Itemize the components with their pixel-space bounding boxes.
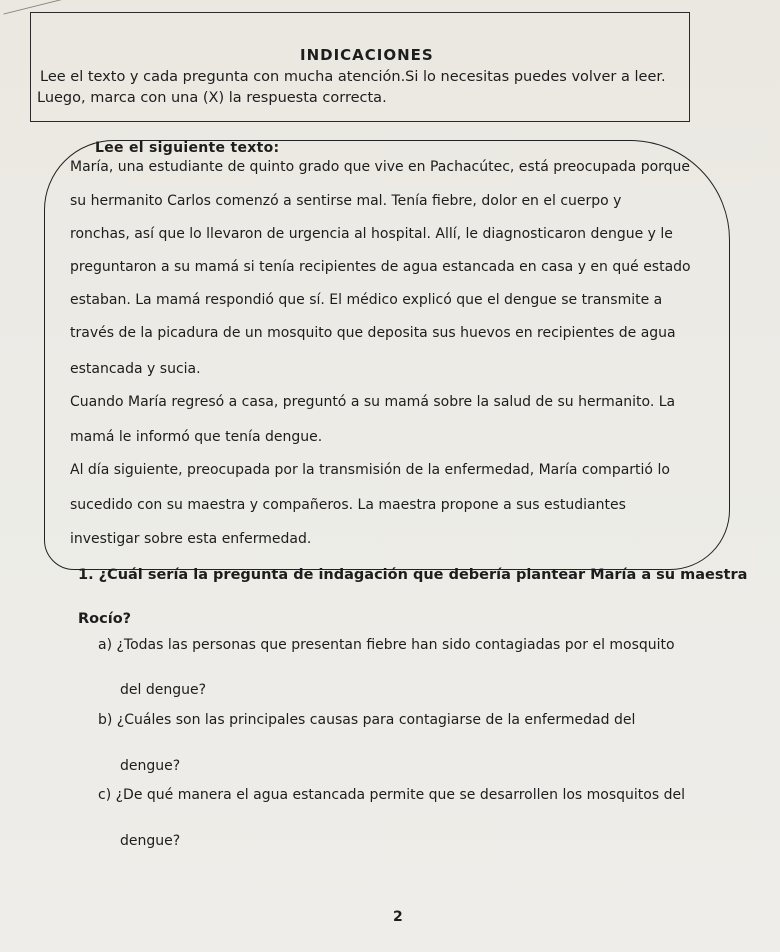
question-1-line-1: 1. ¿Cuál sería la pregunta de indagación que debería plantear María a su maestra [78, 567, 748, 583]
story-line: sucedido con su maestra y compañeros. La maestra propone a sus estudiantes [70, 497, 626, 513]
story-line: estaban. La mamá respondió que sí. El médico explicó que el dengue se transmite a [70, 292, 663, 308]
story-line: ronchas, así que lo llevaron de urgencia al hospital. Allí, le diagnosticaron dengue y le [70, 226, 673, 242]
story-line: Cuando María regresó a casa, preguntó a su mamá sobre la salud de su hermanito. La [70, 394, 676, 410]
instructions-title: INDICACIONES [300, 46, 434, 64]
story-line: Al día siguiente, preocupada por la transmisión de la enfermedad, María compartió lo [70, 462, 670, 478]
story-line: mamá le informó que tenía dengue. [70, 429, 323, 445]
story-line: preguntaron a su mamá si tenía recipientes de agua estancada en casa y en qué estado [70, 259, 691, 275]
story-line: su hermanito Carlos comenzó a sentirse mal. Tenía fiebre, dolor en el cuerpo y [70, 193, 622, 209]
page-number: 2 [393, 909, 403, 925]
option-b-continuation: dengue? [120, 758, 181, 774]
story-line: María, una estudiante de quinto grado que vive en Pachacútec, está preocupada porque [70, 159, 691, 175]
option-b[interactable]: b) ¿Cuáles son las principales causas para contagiarse de la enfermedad del [98, 712, 636, 728]
option-a-continuation: del dengue? [120, 682, 207, 698]
instructions-line-1: Lee el texto y cada pregunta con mucha atención.Si lo necesitas puedes volver a leer. [40, 69, 666, 85]
story-line: estancada y sucia. [70, 361, 201, 377]
question-1-line-2: Rocío? [78, 611, 132, 627]
option-c[interactable]: c) ¿De qué manera el agua estancada permite que se desarrollen los mosquitos del [98, 787, 685, 803]
story-line: investigar sobre esta enfermedad. [70, 531, 312, 547]
story-line: través de la picadura de un mosquito que deposita sus huevos en recipientes de agua [70, 325, 676, 341]
option-a[interactable]: a) ¿Todas las personas que presentan fiebre han sido contagiadas por el mosquito [98, 637, 675, 653]
option-c-continuation: dengue? [120, 833, 181, 849]
read-label: Lee el siguiente texto: [95, 140, 280, 156]
instructions-line-2: Luego, marca con una (X) la respuesta correcta. [37, 90, 387, 106]
